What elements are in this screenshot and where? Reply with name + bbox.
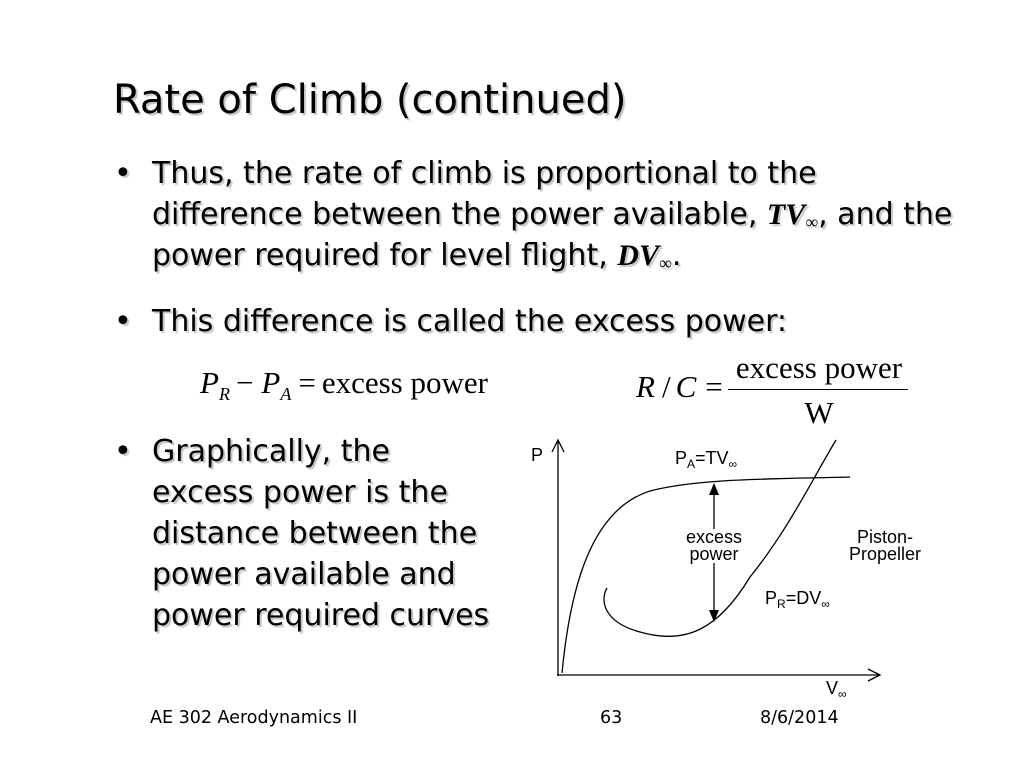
eq2-r: R xyxy=(636,369,655,404)
excess-label-line: excess xyxy=(685,527,743,547)
engine-label-line: Piston- xyxy=(856,527,914,547)
eq1-sub-r: R xyxy=(218,384,230,404)
bullet3-line: power available and xyxy=(152,557,456,592)
bullet-marker: • xyxy=(114,304,132,339)
math-tv-inf xyxy=(767,198,818,231)
label-p: P xyxy=(675,448,688,468)
excess-power-arrowhead-bottom xyxy=(709,610,719,622)
eq2-c: C xyxy=(675,369,697,404)
math-dv: DV xyxy=(617,239,659,272)
excess-label-line: power xyxy=(689,544,739,564)
footer-date: 8/6/2014 xyxy=(760,708,839,728)
engine-label-line: Propeller xyxy=(848,544,922,564)
label-eq-tv: =TV xyxy=(695,448,729,468)
label-v: V xyxy=(826,678,839,698)
bullet2-text: This difference is called the excess power: xyxy=(152,304,788,339)
bullet-marker: • xyxy=(114,434,132,469)
label-sub-r: R xyxy=(777,597,786,611)
eq2-denominator: W xyxy=(804,395,834,430)
eq1-equals: = xyxy=(298,365,316,400)
label-eq-dv: =DV xyxy=(785,588,822,608)
bullet1-line3-text: power required for level flight, xyxy=(152,238,618,273)
equation-rate-of-climb-lhs xyxy=(636,369,723,405)
label-sub-inf: ∞ xyxy=(728,457,738,471)
excess-power-arrowhead-top xyxy=(709,483,719,495)
bullet3-line: excess power is the xyxy=(152,475,448,510)
x-axis-label xyxy=(826,680,847,703)
math-dv-inf xyxy=(617,239,672,272)
power-required-label xyxy=(765,590,830,613)
eq1-p: P xyxy=(200,365,219,400)
math-tv-subscript: ∞ xyxy=(805,212,819,232)
eq2-slash: / xyxy=(661,369,671,404)
eq1-p: P xyxy=(261,365,281,400)
equation-excess-power xyxy=(200,365,488,412)
footer-page-number: 63 xyxy=(600,708,623,728)
bullet1-line3-tail: . xyxy=(671,238,682,273)
eq2-numerator: excess power xyxy=(735,350,903,385)
footer-course: AE 302 Aerodynamics II xyxy=(150,708,358,728)
bullet3-line: Graphically, the xyxy=(152,434,390,469)
eq2-equals: = xyxy=(705,369,723,404)
eq1-sub-a: A xyxy=(280,384,292,404)
power-available-curve xyxy=(562,477,850,673)
power-available-label xyxy=(675,450,737,473)
bullet1-line3 xyxy=(152,235,681,284)
engine-type-label xyxy=(845,529,925,563)
math-tv: TV xyxy=(766,198,806,231)
excess-power-label xyxy=(680,529,748,563)
bullet1-line2-tail: , and the xyxy=(818,197,953,232)
bullet3-line: distance between the xyxy=(152,516,478,551)
eq2-fraction-bar xyxy=(728,389,908,390)
slide-title: Rate of Climb (continued) xyxy=(113,77,627,123)
eq1-minus: − xyxy=(235,365,254,400)
bullet1-line1: Thus, the rate of climb is proportional to the xyxy=(152,156,817,191)
bullet3-line: power required curves xyxy=(152,598,490,633)
label-sub-inf: ∞ xyxy=(821,597,830,611)
label-p: P xyxy=(765,588,778,608)
math-dv-subscript: ∞ xyxy=(658,253,672,273)
eq1-rhs: excess power xyxy=(321,365,488,400)
label-sub-a: A xyxy=(687,457,696,471)
bullet-marker: • xyxy=(114,156,132,191)
y-axis-label: P xyxy=(531,445,544,465)
label-sub-inf: ∞ xyxy=(838,687,847,701)
bullet1-line2-text: difference between the power available, xyxy=(152,197,767,232)
